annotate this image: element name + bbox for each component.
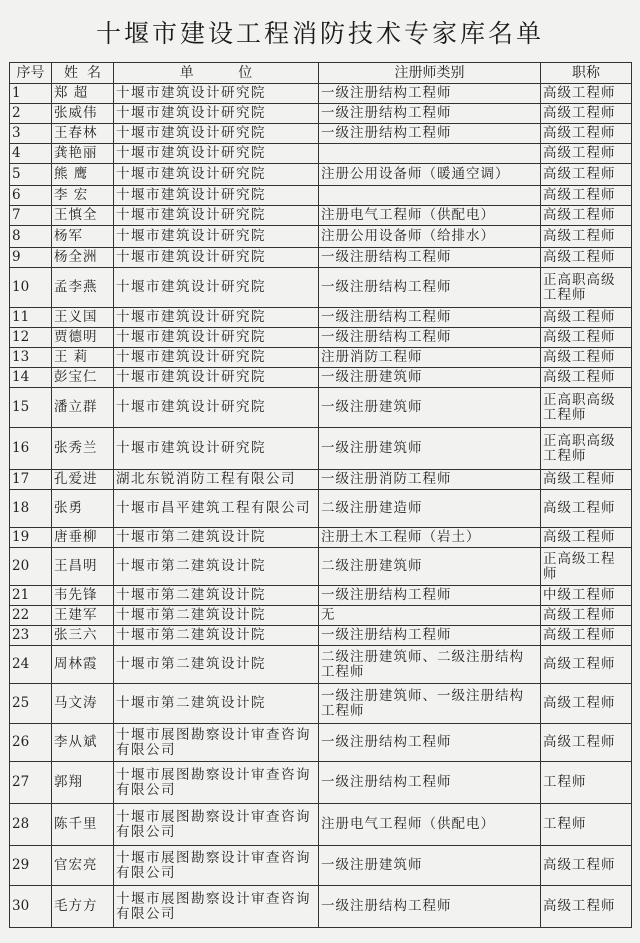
- serial-number-cell: 23: [10, 626, 52, 646]
- name-cell: 王 莉: [52, 348, 114, 368]
- name-cell: 彭宝仁: [52, 368, 114, 388]
- table-header-row: [10, 63, 632, 84]
- serial-number-cell: 9: [10, 248, 52, 268]
- name-cell: 孟李燕: [52, 268, 114, 308]
- certification-cell: 一级注册建筑师: [319, 428, 541, 470]
- serial-number-cell: 15: [10, 388, 52, 428]
- unit-cell: 十堰市建筑设计研究院: [114, 104, 319, 124]
- table-row: [10, 164, 632, 186]
- professional-title-cell: 高级工程师: [541, 846, 632, 886]
- serial-number-cell: 25: [10, 684, 52, 724]
- professional-title-cell: 高级工程师: [541, 308, 632, 328]
- serial-number-cell: 11: [10, 308, 52, 328]
- serial-number-cell: 3: [10, 124, 52, 144]
- name-cell: 张勇: [52, 490, 114, 528]
- table-row: [10, 368, 632, 388]
- certification-cell: 一级注册建筑师、一级注册结构工程师: [319, 684, 541, 724]
- unit-cell: 十堰市建筑设计研究院: [114, 164, 319, 186]
- serial-number-cell: 17: [10, 470, 52, 490]
- name-cell: 龚艳丽: [52, 144, 114, 164]
- unit-cell: 十堰市展图勘察设计审查咨询有限公司: [114, 724, 319, 762]
- certification-cell: 一级注册结构工程师: [319, 84, 541, 104]
- certification-cell: 一级注册结构工程师: [319, 762, 541, 804]
- header-serial-number: 序号: [10, 63, 52, 84]
- unit-cell: 十堰市昌平建筑工程有限公司: [114, 490, 319, 528]
- name-cell: 孔爱进: [52, 470, 114, 490]
- professional-title-cell: 高级工程师: [541, 186, 632, 206]
- serial-number-cell: 7: [10, 206, 52, 226]
- name-cell: 李从斌: [52, 724, 114, 762]
- certification-cell: 二级注册建筑师: [319, 548, 541, 586]
- header-professional-title: 职称: [541, 63, 632, 84]
- unit-cell: 十堰市建筑设计研究院: [114, 248, 319, 268]
- table-row: [10, 646, 632, 684]
- unit-cell: 十堰市展图勘察设计审查咨询有限公司: [114, 846, 319, 886]
- serial-number-cell: 28: [10, 804, 52, 846]
- table-row: [10, 724, 632, 762]
- unit-cell: 十堰市展图勘察设计审查咨询有限公司: [114, 804, 319, 846]
- name-cell: 唐垂柳: [52, 528, 114, 548]
- professional-title-cell: 高级工程师: [541, 248, 632, 268]
- table-row: [10, 144, 632, 164]
- professional-title-cell: 中级工程师: [541, 586, 632, 606]
- professional-title-cell: 正高职高级工程师: [541, 388, 632, 428]
- table-row: [10, 490, 632, 528]
- serial-number-cell: 20: [10, 548, 52, 586]
- name-cell: 贾德明: [52, 328, 114, 348]
- professional-title-cell: 高级工程师: [541, 84, 632, 104]
- certification-cell: 一级注册消防工程师: [319, 470, 541, 490]
- professional-title-cell: 高级工程师: [541, 646, 632, 684]
- serial-number-cell: 22: [10, 606, 52, 626]
- certification-cell: 无: [319, 606, 541, 626]
- serial-number-cell: 4: [10, 144, 52, 164]
- professional-title-cell: 正高级工程师: [541, 548, 632, 586]
- unit-cell: 十堰市第二建筑设计院: [114, 528, 319, 548]
- table-row: [10, 104, 632, 124]
- professional-title-cell: 高级工程师: [541, 626, 632, 646]
- table-row: [10, 586, 632, 606]
- certification-cell: 注册电气工程师（供配电）: [319, 206, 541, 226]
- table-row: [10, 804, 632, 846]
- unit-cell: 十堰市建筑设计研究院: [114, 186, 319, 206]
- professional-title-cell: 工程师: [541, 804, 632, 846]
- unit-cell: 十堰市建筑设计研究院: [114, 348, 319, 368]
- certification-cell: 一级注册结构工程师: [319, 268, 541, 308]
- table-row: [10, 388, 632, 428]
- name-cell: 王建军: [52, 606, 114, 626]
- unit-cell: 十堰市建筑设计研究院: [114, 124, 319, 144]
- table-row: [10, 762, 632, 804]
- table-row: [10, 308, 632, 328]
- name-cell: 王慎全: [52, 206, 114, 226]
- certification-cell: 一级注册建筑师: [319, 388, 541, 428]
- unit-cell: 十堰市建筑设计研究院: [114, 368, 319, 388]
- unit-cell: 十堰市第二建筑设计院: [114, 684, 319, 724]
- certification-cell: [319, 144, 541, 164]
- serial-number-cell: 21: [10, 586, 52, 606]
- unit-cell: 十堰市第二建筑设计院: [114, 606, 319, 626]
- serial-number-cell: 2: [10, 104, 52, 124]
- unit-cell: 湖北东锐消防工程有限公司: [114, 470, 319, 490]
- unit-cell: 十堰市建筑设计研究院: [114, 328, 319, 348]
- serial-number-cell: 30: [10, 886, 52, 928]
- certification-cell: 一级注册结构工程师: [319, 248, 541, 268]
- table-row: [10, 684, 632, 724]
- name-cell: 王昌明: [52, 548, 114, 586]
- certification-cell: 注册消防工程师: [319, 348, 541, 368]
- serial-number-cell: 14: [10, 368, 52, 388]
- name-cell: 郭翔: [52, 762, 114, 804]
- professional-title-cell: 高级工程师: [541, 104, 632, 124]
- certification-cell: 一级注册结构工程师: [319, 308, 541, 328]
- professional-title-cell: 高级工程师: [541, 368, 632, 388]
- unit-cell: 十堰市建筑设计研究院: [114, 226, 319, 248]
- unit-cell: 十堰市建筑设计研究院: [114, 388, 319, 428]
- name-cell: 张三六: [52, 626, 114, 646]
- certification-cell: 注册电气工程师（供配电）: [319, 804, 541, 846]
- serial-number-cell: 16: [10, 428, 52, 470]
- serial-number-cell: 26: [10, 724, 52, 762]
- professional-title-cell: 高级工程师: [541, 328, 632, 348]
- professional-title-cell: 高级工程师: [541, 490, 632, 528]
- serial-number-cell: 27: [10, 762, 52, 804]
- unit-cell: 十堰市建筑设计研究院: [114, 308, 319, 328]
- unit-cell: 十堰市建筑设计研究院: [114, 428, 319, 470]
- table-row: [10, 328, 632, 348]
- professional-title-cell: 高级工程师: [541, 348, 632, 368]
- serial-number-cell: 19: [10, 528, 52, 548]
- name-cell: 张威伟: [52, 104, 114, 124]
- professional-title-cell: 高级工程师: [541, 470, 632, 490]
- table-row: [10, 606, 632, 626]
- professional-title-cell: 正高职高级工程师: [541, 268, 632, 308]
- professional-title-cell: 高级工程师: [541, 226, 632, 248]
- certification-cell: 二级注册建筑师、二级注册结构工程师: [319, 646, 541, 684]
- professional-title-cell: 高级工程师: [541, 606, 632, 626]
- professional-title-cell: 工程师: [541, 762, 632, 804]
- table-body: [10, 84, 632, 928]
- table-row: [10, 886, 632, 928]
- unit-cell: 十堰市建筑设计研究院: [114, 84, 319, 104]
- table-row: [10, 470, 632, 490]
- name-cell: 杨军: [52, 226, 114, 248]
- table-row: [10, 226, 632, 248]
- unit-cell: 十堰市第二建筑设计院: [114, 626, 319, 646]
- table-row: [10, 348, 632, 368]
- serial-number-cell: 10: [10, 268, 52, 308]
- serial-number-cell: 6: [10, 186, 52, 206]
- professional-title-cell: 高级工程师: [541, 528, 632, 548]
- name-cell: 张秀兰: [52, 428, 114, 470]
- certification-cell: 二级注册建造师: [319, 490, 541, 528]
- certification-cell: [319, 186, 541, 206]
- name-cell: 马文涛: [52, 684, 114, 724]
- table-row: [10, 186, 632, 206]
- table-row: [10, 528, 632, 548]
- professional-title-cell: 高级工程师: [541, 886, 632, 928]
- certification-cell: 一级注册结构工程师: [319, 626, 541, 646]
- name-cell: 杨全洲: [52, 248, 114, 268]
- name-cell: 官宏亮: [52, 846, 114, 886]
- professional-title-cell: 正高职高级工程师: [541, 428, 632, 470]
- serial-number-cell: 1: [10, 84, 52, 104]
- unit-cell: 十堰市第二建筑设计院: [114, 586, 319, 606]
- name-cell: 韦先锋: [52, 586, 114, 606]
- serial-number-cell: 12: [10, 328, 52, 348]
- table-row: [10, 846, 632, 886]
- serial-number-cell: 5: [10, 164, 52, 186]
- table-row: [10, 428, 632, 470]
- certification-cell: 一级注册结构工程师: [319, 724, 541, 762]
- name-cell: 王义国: [52, 308, 114, 328]
- header-certification: 注册师类别: [319, 63, 541, 84]
- certification-cell: 一级注册结构工程师: [319, 104, 541, 124]
- serial-number-cell: 13: [10, 348, 52, 368]
- serial-number-cell: 29: [10, 846, 52, 886]
- name-cell: 熊 鹰: [52, 164, 114, 186]
- unit-cell: 十堰市建筑设计研究院: [114, 144, 319, 164]
- certification-cell: 注册公用设备师（给排水）: [319, 226, 541, 248]
- name-cell: 郑 超: [52, 84, 114, 104]
- name-cell: 潘立群: [52, 388, 114, 428]
- name-cell: 李 宏: [52, 186, 114, 206]
- professional-title-cell: 高级工程师: [541, 206, 632, 226]
- professional-title-cell: 高级工程师: [541, 124, 632, 144]
- unit-cell: 十堰市第二建筑设计院: [114, 548, 319, 586]
- table-row: [10, 548, 632, 586]
- name-cell: 陈千里: [52, 804, 114, 846]
- serial-number-cell: 18: [10, 490, 52, 528]
- table-row: [10, 626, 632, 646]
- professional-title-cell: 高级工程师: [541, 164, 632, 186]
- page-title: 十堰市建设工程消防技术专家库名单: [95, 19, 544, 48]
- professional-title-cell: 高级工程师: [541, 144, 632, 164]
- expert-roster-table: [9, 62, 632, 928]
- unit-cell: 十堰市第二建筑设计院: [114, 646, 319, 684]
- certification-cell: 注册公用设备师（暖通空调）: [319, 164, 541, 186]
- certification-cell: 一级注册建筑师: [319, 368, 541, 388]
- certification-cell: 一级注册结构工程师: [319, 124, 541, 144]
- header-name: 姓 名: [52, 63, 114, 84]
- certification-cell: 一级注册结构工程师: [319, 886, 541, 928]
- table-row: [10, 268, 632, 308]
- name-cell: 周林霞: [52, 646, 114, 684]
- table-row: [10, 84, 632, 104]
- certification-cell: 一级注册建筑师: [319, 846, 541, 886]
- serial-number-cell: 24: [10, 646, 52, 684]
- unit-cell: 十堰市展图勘察设计审查咨询有限公司: [114, 762, 319, 804]
- certification-cell: 一级注册结构工程师: [319, 328, 541, 348]
- certification-cell: 注册土木工程师（岩土）: [319, 528, 541, 548]
- header-unit: 单 位: [114, 63, 319, 84]
- name-cell: 毛方方: [52, 886, 114, 928]
- serial-number-cell: 8: [10, 226, 52, 248]
- professional-title-cell: 高级工程师: [541, 684, 632, 724]
- certification-cell: 一级注册结构工程师: [319, 586, 541, 606]
- unit-cell: 十堰市展图勘察设计审查咨询有限公司: [114, 886, 319, 928]
- table-row: [10, 248, 632, 268]
- professional-title-cell: 高级工程师: [541, 724, 632, 762]
- unit-cell: 十堰市建筑设计研究院: [114, 206, 319, 226]
- table-row: [10, 124, 632, 144]
- unit-cell: 十堰市建筑设计研究院: [114, 268, 319, 308]
- table-row: [10, 206, 632, 226]
- name-cell: 王春林: [52, 124, 114, 144]
